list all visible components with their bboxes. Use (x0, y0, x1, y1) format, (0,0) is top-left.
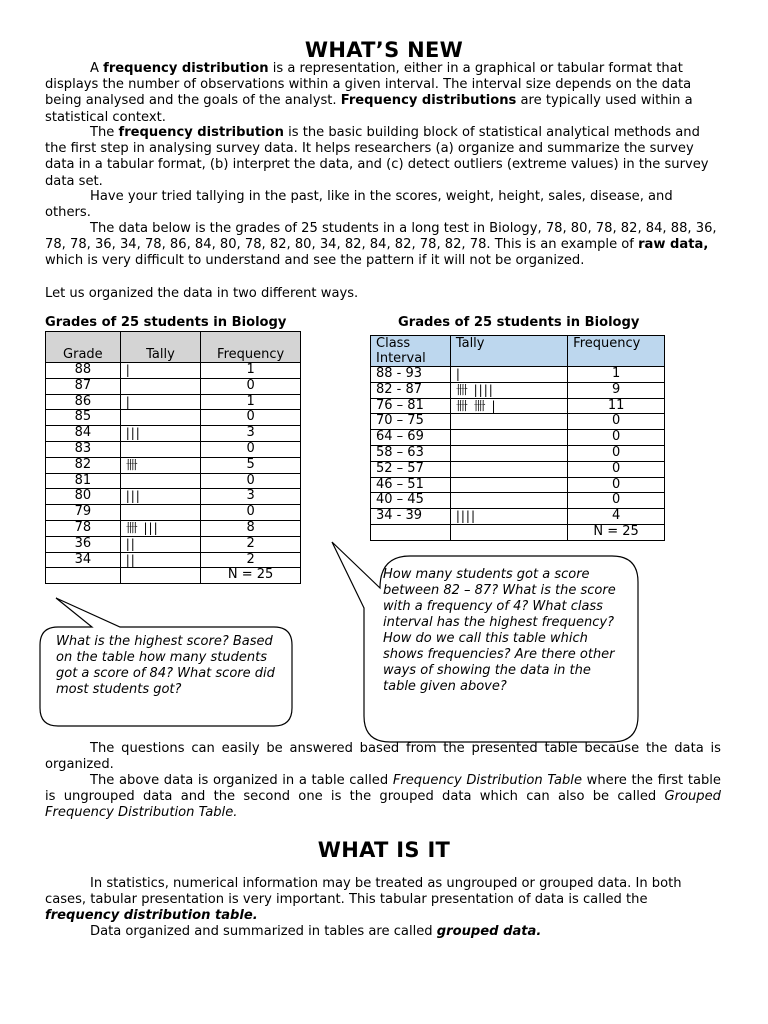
paragraph-7: The above data is organized in a table called Frequency Distribution Table where the first table is ungrouped data and the second one is the grouped data which can also be called Grouped Frequency Distribution Table. (45, 773, 721, 821)
table-row: 86 | 1 (46, 394, 301, 410)
table2-header-frequency: Frequency (568, 336, 665, 367)
table-row: 36 || 2 (46, 536, 301, 552)
table1-total: N = 25 (201, 568, 301, 584)
table-row: 82 卌 5 (46, 457, 301, 473)
table-row: 79 0 (46, 505, 301, 521)
table2-title: Grades of 25 students in Biology (398, 315, 640, 330)
table-row: 34 - 39 |||| 4 (371, 509, 665, 525)
table-row: 40 – 45 0 (371, 493, 665, 509)
paragraph-5: Let us organized the data in two different ways. (45, 286, 359, 301)
table-row: 82 - 87 卌 |||| 9 (371, 382, 665, 398)
table-row: 84 ||| 3 (46, 426, 301, 442)
table-row: 88 - 93 | 1 (371, 367, 665, 383)
table-row: 46 – 51 0 (371, 477, 665, 493)
table2-header-tally: Tally (450, 336, 567, 367)
table1-title: Grades of 25 students in Biology (45, 315, 287, 330)
table-row: 34 || 2 (46, 552, 301, 568)
table-row: 64 – 69 0 (371, 430, 665, 446)
table-row: 83 0 (46, 441, 301, 457)
left-bubble-questions: What is the highest score? Based on the table how many students got a score of 84? What score did most students got? (56, 634, 275, 697)
paragraph-9: Data organized and summarized in tables are called grouped data. (90, 924, 542, 939)
whats-new-heading: WHAT’S NEW (304, 38, 464, 62)
what-is-it-heading: WHAT IS IT (317, 838, 451, 862)
table1-header-frequency: Frequency (201, 332, 301, 363)
table-row: 78 卌 ||| 8 (46, 520, 301, 536)
table1-header-grade: Grade (46, 332, 121, 363)
table-row: 70 – 75 0 (371, 414, 665, 430)
table-row: 87 0 (46, 378, 301, 394)
paragraph-1: A frequency distribution is a representation, either in a graphical or tabular format that displays the number of observations within a given interval. The interval size depends on the data being analysed and the goals of the analyst. Frequency distributions are typically used within a statistical context. (45, 61, 693, 125)
paragraph-8: In statistics, numerical information may be treated as ungrouped or grouped data. In both cases, tabular presentation is very important. This tabular presentation of data is called the frequency distribution table. (45, 876, 682, 924)
table-row: 81 0 (46, 473, 301, 489)
right-bubble-questions: How many students got a score between 82 – 87? What is the score with a frequency of 4? What class interval has the highest frequency? How do we call this table which shows frequencies? Are there other ways of showing the data in the table given above? (383, 567, 616, 694)
paragraph-4: The data below is the grades of 25 students in a long test in Biology, 78, 80, 78, 82, 84, 88, 36, 78, 78, 36, 34, 78, 86, 84, 80, 78, 82, 80, 34, 82, 84, 82, 78, 82, 78. This is an example of raw data, which is very difficult to understand and see the pattern if it will not be organized. (45, 221, 717, 269)
table-row: 85 0 (46, 410, 301, 426)
table2-header-class-interval: Class Interval (371, 336, 451, 367)
table-row: 88 | 1 (46, 363, 301, 379)
table-row: 58 – 63 0 (371, 445, 665, 461)
paragraph-6: The questions can easily be answered based from the presented table because the data is organized. (45, 741, 721, 773)
table2-total: N = 25 (568, 524, 665, 540)
paragraph-2: The frequency distribution is the basic building block of statistical analytical methods and the first step in analysing survey data. It helps researchers (a) organize and summarize the survey data in a tabular format, (b) interpret the data, and (c) detect outliers (extreme values) in the survey data set. (45, 125, 709, 189)
table-row: 76 – 81 卌 卌 | 11 (371, 398, 665, 414)
table-row: 80 ||| 3 (46, 489, 301, 505)
table1-header-tally: Tally (120, 332, 201, 363)
table-row: 52 – 57 0 (371, 461, 665, 477)
paragraph-3: Have your tried tallying in the past, like in the scores, weight, height, sales, disease, and others. (45, 189, 673, 221)
